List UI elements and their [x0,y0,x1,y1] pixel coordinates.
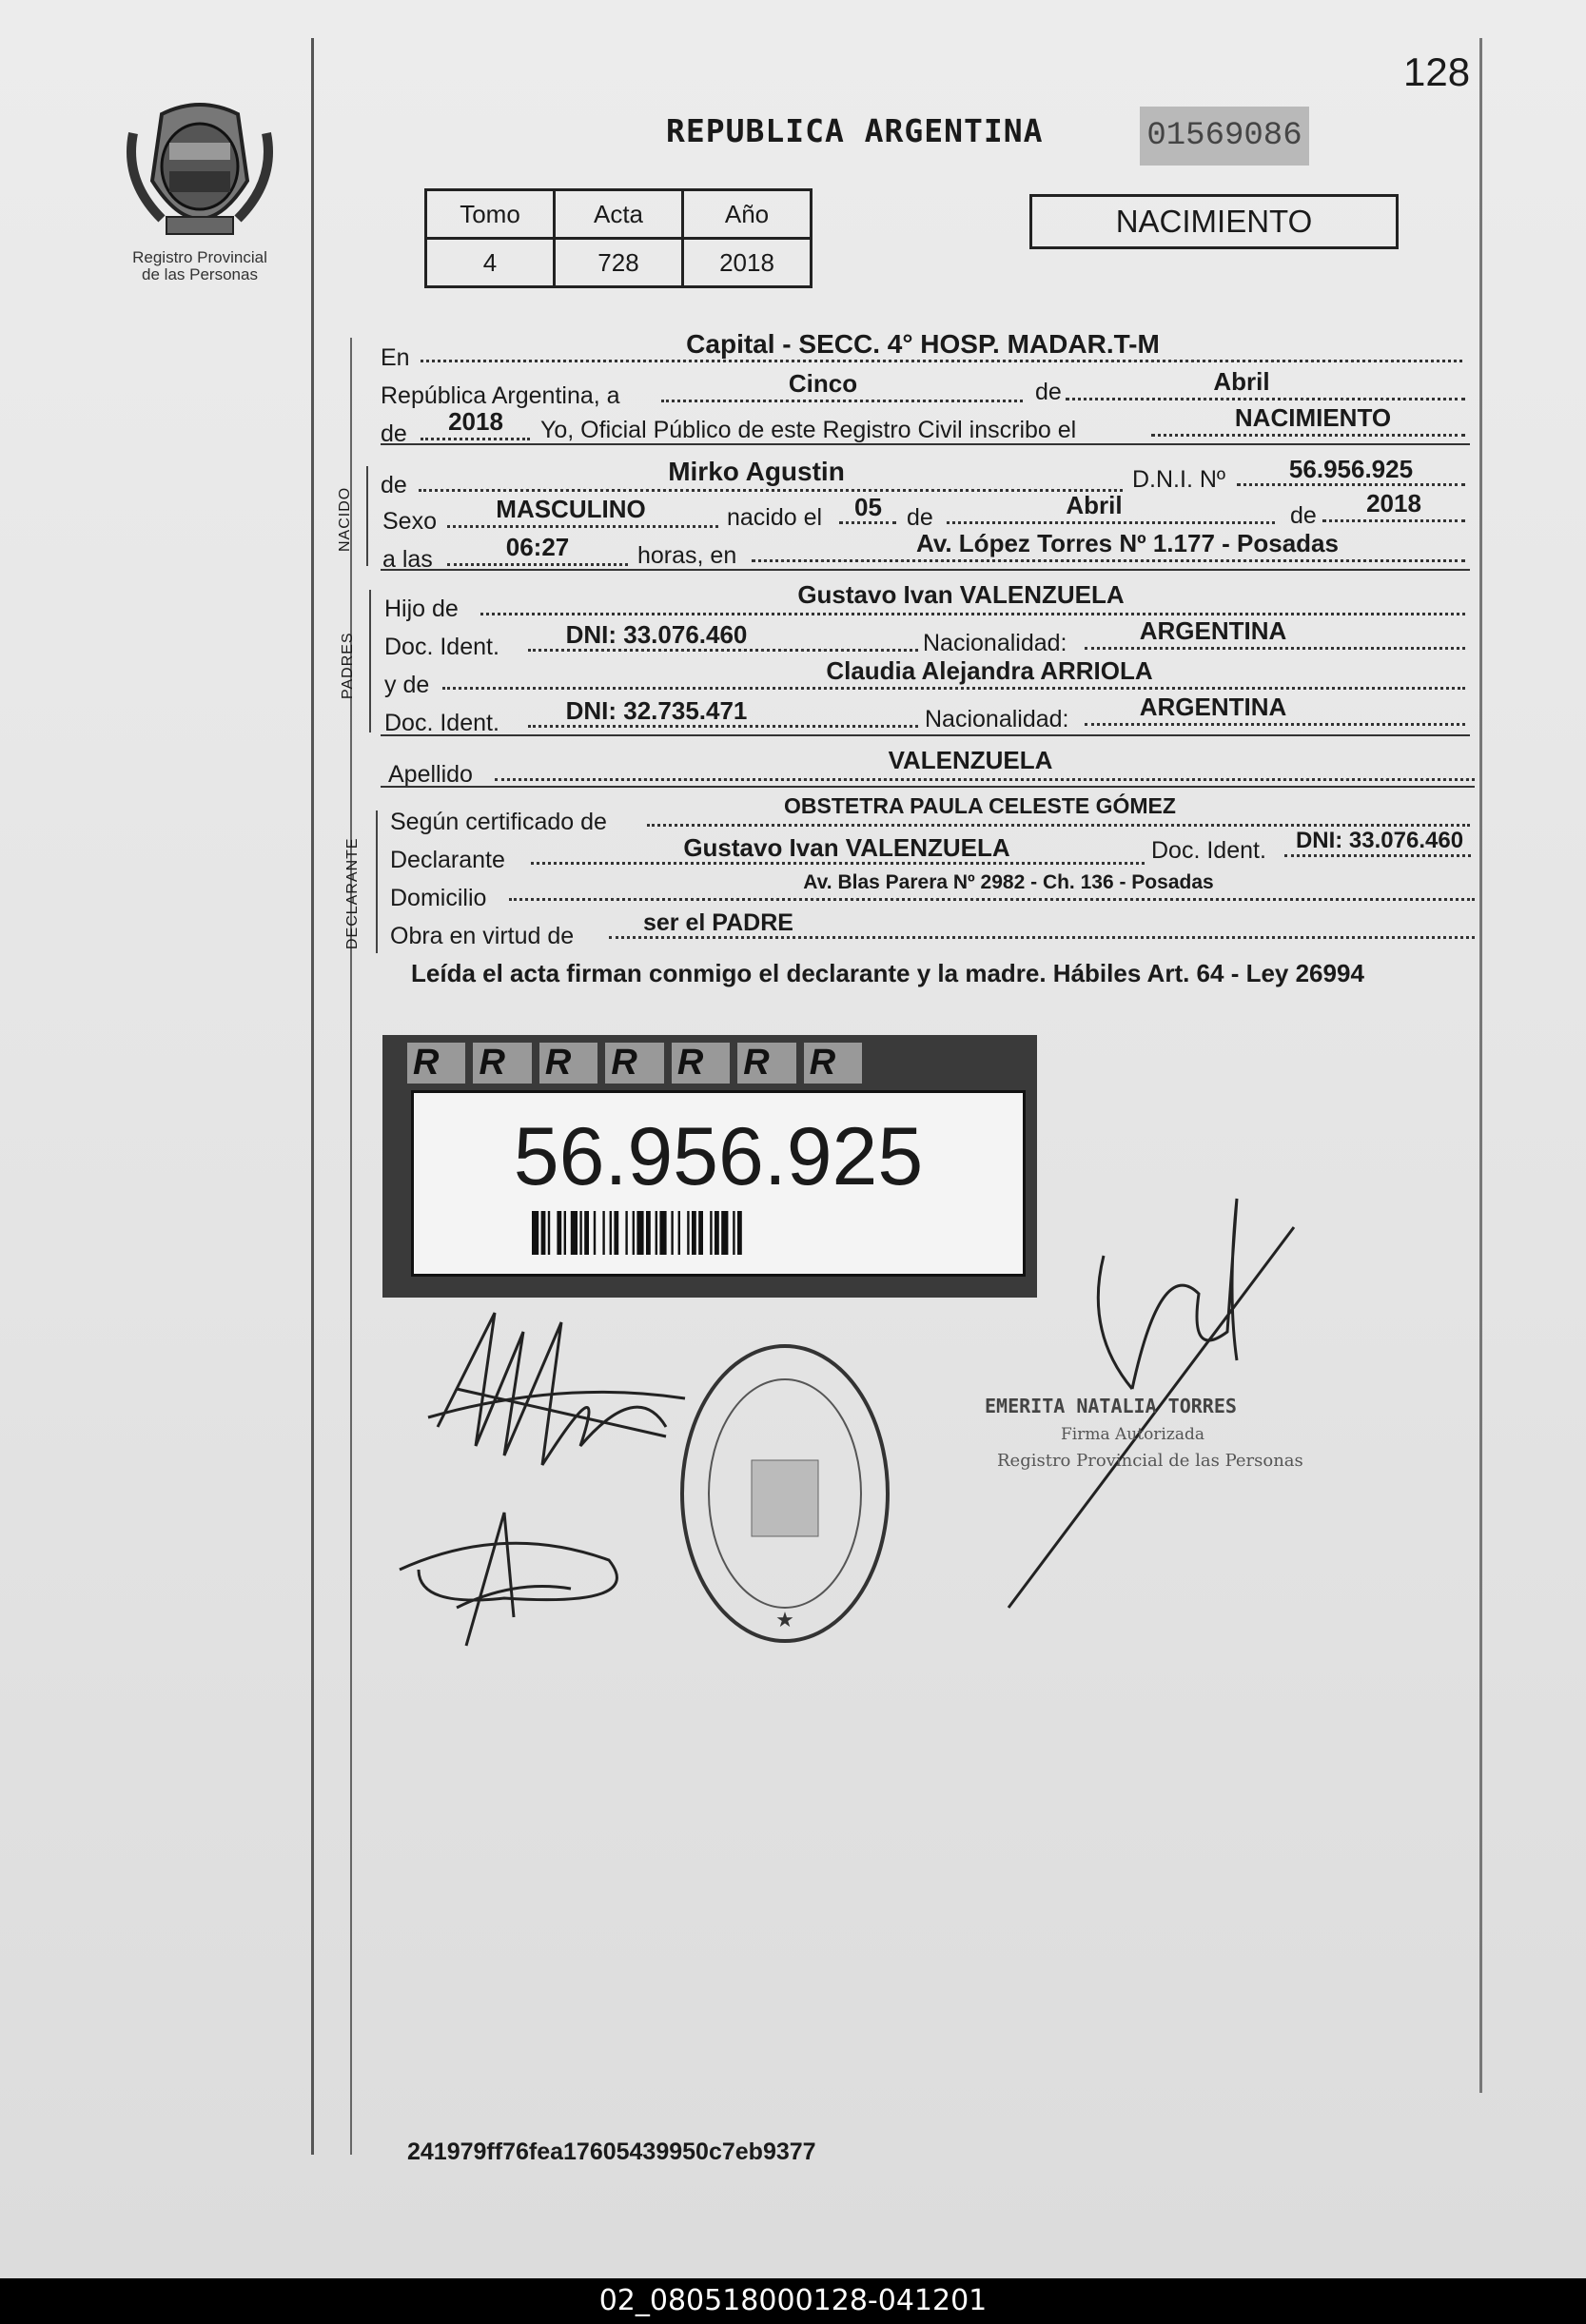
yo-label: Yo, Oficial Público de este Registro Civil inscribo el [540,417,1077,443]
father-dots [480,613,1465,615]
nacido-side-label: NACIDO [337,486,353,552]
register-value-tomo: 4 [426,239,555,287]
en-dots [421,360,1462,362]
nacido-rule [381,569,1470,571]
page-number: 128 [1403,49,1471,94]
register-table [424,188,813,288]
mother-dots [442,687,1465,690]
dom-dots [509,898,1475,901]
nacido-de2-label: de [907,504,933,531]
birth-year-value: 2018 [1366,489,1421,518]
scan-footer: 02_080518000128-041201 [0,2278,1586,2324]
name-dots [419,489,1123,492]
intro-month-value: Abril [1213,367,1270,396]
padres-side-label: PADRES [340,632,356,699]
father-doc-value: DNI: 33.076.460 [565,620,748,649]
father-name-value: Gustavo Ivan VALENZUELA [797,580,1125,609]
en-label: En [381,344,410,371]
nacido-el-label: nacido el [727,504,823,531]
birth-place-value: Av. López Torres Nº 1.177 - Posadas [916,529,1339,557]
inscribo-dots [1151,434,1465,437]
child-dni-value: 56.956.925 [1288,455,1414,483]
apellido-value: VALENZUELA [888,746,1053,774]
register-value-acta: 728 [555,239,683,287]
nacido-de-label: de [381,472,407,498]
birth-time-value: 06:27 [505,533,570,561]
intro-de2-label: de [381,420,407,447]
sticker-card [411,1090,1026,1277]
mother-doc-value: DNI: 32.735.471 [565,696,748,725]
mother-doc-label: Doc. Ident. [384,710,499,736]
decl-doc-dots [1284,854,1471,857]
intro-year-value: 2018 [448,407,503,436]
republica-label: República Argentina, a [381,382,620,409]
sexo-dots [447,525,718,528]
document-title: REPUBLICA ARGENTINA [666,112,1044,149]
right-margin-line [1479,38,1482,2093]
register-header-ano: Año [683,190,812,239]
declarant-signature [419,1303,704,1494]
register-header-tomo: Tomo [426,190,555,239]
decl-doc-value: DNI: 33.076.460 [1295,828,1464,853]
declarante-bracket [376,810,378,953]
signing-note: Leída el acta firman conmigo el declarante y la madre. Hábiles Art. 64 - Ley 26994 [411,959,1364,987]
padres-rule [381,734,1470,736]
birth-month-dots [947,521,1275,524]
decl-value: Gustavo Ivan VALENZUELA [683,833,1010,862]
nacido-de3-label: de [1290,502,1317,529]
sticker-number: 56.956.925 [513,1111,924,1202]
coat-of-arms-logo [124,95,276,247]
dni-label: D.N.I. Nº [1132,466,1226,493]
officer-role: Firma Autorizada [1061,1425,1204,1444]
intro-day-value: Cinco [788,369,858,398]
cert-dots [647,824,1470,827]
birth-year-dots [1322,519,1465,522]
intro-de-label: de [1035,379,1062,405]
record-type-box: NACIMIENTO [1029,194,1399,249]
time-dots [447,563,628,566]
obra-value: ser el PADRE [643,909,793,936]
horas-label: horas, en [637,542,737,569]
mother-name-value: Claudia Alejandra ARRIOLA [826,656,1153,685]
id-number-sticker [382,1035,1037,1298]
month-dots [1066,398,1465,400]
nacido-bracket [366,466,368,566]
intro-inscribo-value: NACIMIENTO [1234,403,1392,432]
obra-label: Obra en virtud de [390,923,575,949]
day-dots [661,400,1023,402]
apellido-label: Apellido [388,761,473,788]
cert-label: Según certificado de [390,809,607,835]
mother-nat-label: Nacionalidad: [925,706,1069,732]
alas-label: a las [382,546,433,573]
sticker-watermark: R R R R R R R [407,1043,870,1084]
sexo-label: Sexo [382,508,437,535]
en-value: Capital - SECC. 4° HOSP. MADAR.T-M [686,329,1160,359]
official-stamp [676,1337,894,1650]
father-nat-label: Nacionalidad: [923,630,1067,656]
child-name-value: Mirko Agustin [668,457,845,486]
father-nat-dots [1085,647,1465,650]
mother-signature [381,1503,637,1655]
inner-left-line [350,338,352,2155]
document-hash: 241979ff76fea17605439950c7eb9377 [407,2138,816,2165]
register-value-ano: 2018 [683,239,812,287]
serial-number: 01569086 [1140,107,1309,166]
father-nat-value: ARGENTINA [1139,616,1287,645]
decl-doc-label: Doc. Ident. [1151,837,1266,864]
father-doc-label: Doc. Ident. [384,634,499,660]
logo-caption: Registro Provincial de las Personas [132,248,267,283]
decl-label: Declarante [390,847,505,873]
intro-rule [381,443,1470,445]
left-margin-line [311,38,314,2155]
apellido-dots [495,778,1475,781]
cert-value: OBSTETRA PAULA CELESTE GÓMEZ [784,793,1176,818]
declarante-side-label: DECLARANTE [344,837,361,949]
apellido-rule [381,786,1475,788]
mother-nat-dots [1085,723,1465,726]
hijo-label: Hijo de [384,596,459,622]
officer-name: EMERITA NATALIA TORRES [985,1395,1237,1417]
dom-value: Av. Blas Parera Nº 2982 - Ch. 136 - Posadas [803,871,1214,893]
padres-bracket [369,590,371,732]
place-dots [752,559,1465,562]
year-dots [421,438,530,440]
dom-label: Domicilio [390,885,487,911]
mother-nat-value: ARGENTINA [1139,693,1287,721]
sexo-value: MASCULINO [496,495,646,523]
birth-month-value: Abril [1066,491,1123,519]
register-header-acta: Acta [555,190,683,239]
svg-text:★: ★ [775,1608,794,1631]
birth-day-value: 05 [854,493,882,521]
yde-label: y de [384,672,430,698]
officer-org: Registro Provincial de las Personas [997,1451,1303,1471]
barcode [532,1211,903,1255]
